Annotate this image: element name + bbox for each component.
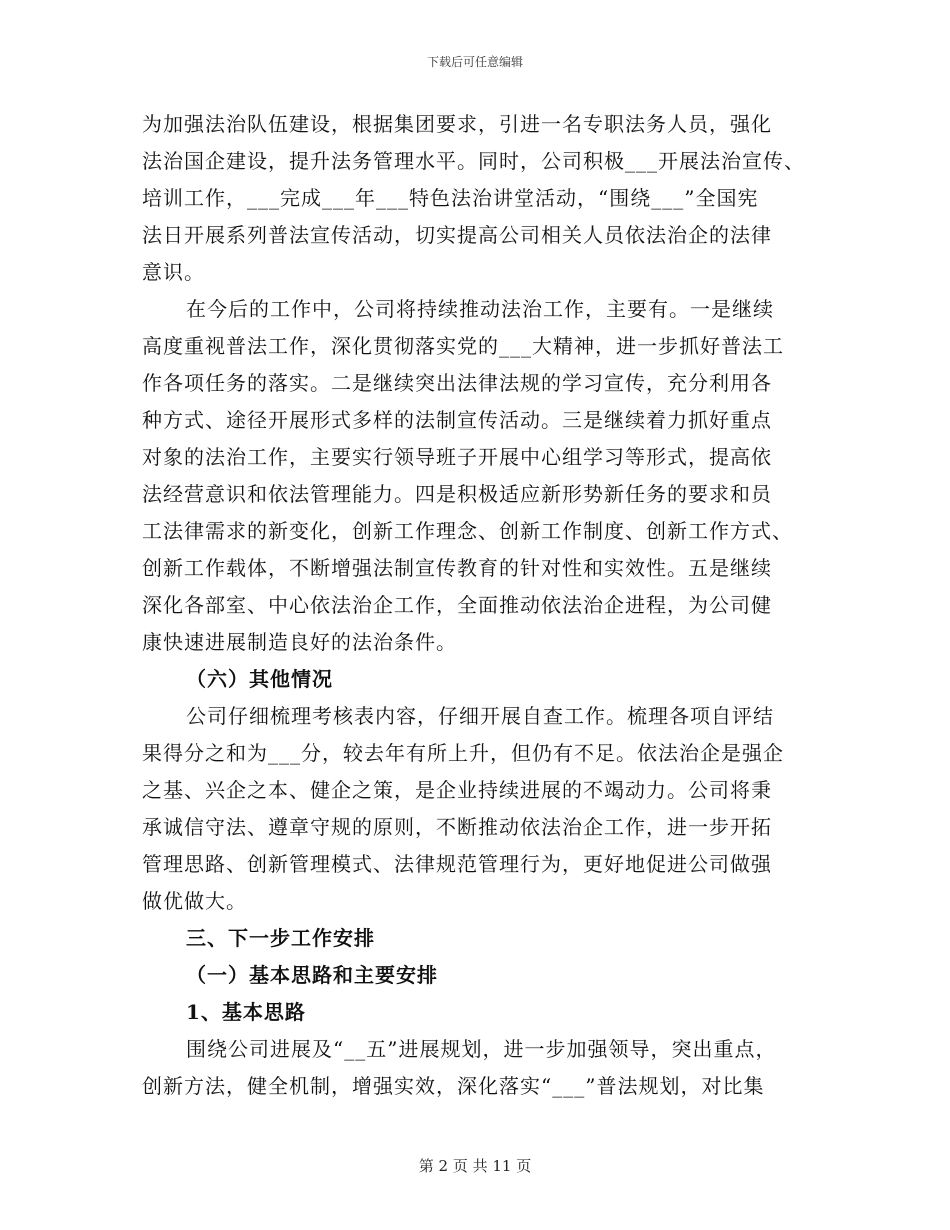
section-heading-other: （六）其他情况 — [186, 667, 333, 691]
text-line-5: 意识。 — [142, 260, 205, 284]
text-line-13: 创新工作载体，不断增强法制宣传教育的针对性和实效性。五是继续 — [142, 556, 772, 580]
text-line-10: 对象的法治工作，主要实行领导班子开展中心组学习等形式，提高依 — [142, 445, 772, 469]
text-line-15: 康快速进展制造良好的法治条件。 — [142, 630, 457, 654]
subsection-heading-basic-ideas: （一）基本思路和主要安排 — [186, 963, 438, 987]
text-line-19: 之基、兴企之本、健企之策，是企业持续进展的不竭动力。公司将秉 — [142, 778, 772, 802]
text-line-8: 作各项任务的落实。二是继续突出法律法规的学习宣传，充分利用各 — [142, 371, 772, 395]
text-line-26: 围绕公司进展及“__五”进展规划，进一步加强领导，突出重点， — [186, 1037, 777, 1061]
text-line-22: 做优做大。 — [142, 889, 247, 913]
text-line-11: 法经营意识和依法管理能力。四是积极适应新形势新任务的要求和员 — [142, 482, 772, 506]
text-line-7: 高度重视普法工作，深化贯彻落实党的___大精神，进一步抓好普法工 — [142, 334, 784, 358]
subsection-heading-1: 1、基本思路 — [186, 1000, 306, 1024]
text-line-3: 培训工作，___完成___年___特色法治讲堂活动，“围绕___”全国宪 — [142, 186, 759, 210]
text-line-9: 种方式、途径开展形式多样的法制宣传活动。三是继续着力抓好重点 — [142, 408, 772, 432]
text-line-2: 法治国企建设，提升法务管理水平。同时，公司积极___开展法治宣传、 — [142, 149, 805, 173]
text-line-17: 公司仔细梳理考核表内容，仔细开展自查工作。梳理各项自评结 — [186, 704, 774, 728]
text-line-1: 为加强法治队伍建设，根据集团要求，引进一名专职法务人员，强化 — [142, 112, 772, 136]
text-line-12: 工法律需求的新变化，创新工作理念、创新工作制度、创新工作方式、 — [142, 519, 793, 543]
page-footer: 第 2 页 共 11 页 — [418, 1157, 532, 1175]
page-header: 下载后可任意编辑 — [426, 55, 523, 69]
text-line-21: 管理思路、创新管理模式、法律规范管理行为，更好地促进公司做强 — [142, 852, 772, 876]
text-line-6: 在今后的工作中，公司将持续推动法治工作，主要有。一是继续 — [186, 297, 774, 321]
text-line-18: 果得分之和为___分，较去年有所上升，但仍有不足。依法治企是强企 — [142, 741, 784, 765]
text-line-20: 承诚信守法、遵章守规的原则，不断推动依法治企工作，进一步开拓 — [142, 815, 772, 839]
text-line-4: 法日开展系列普法宣传活动，切实提高公司相关人员依法治企的法律 — [142, 223, 772, 247]
document-body — [142, 106, 822, 1105]
section-heading-next-steps: 三、下一步工作安排 — [186, 926, 375, 950]
text-line-27: 创新方法，健全机制，增强实效，深化落实“___”普法规划，对比集 — [142, 1074, 765, 1098]
text-line-14: 深化各部室、中心依法治企工作，全面推动依法治企进程，为公司健 — [142, 593, 772, 617]
